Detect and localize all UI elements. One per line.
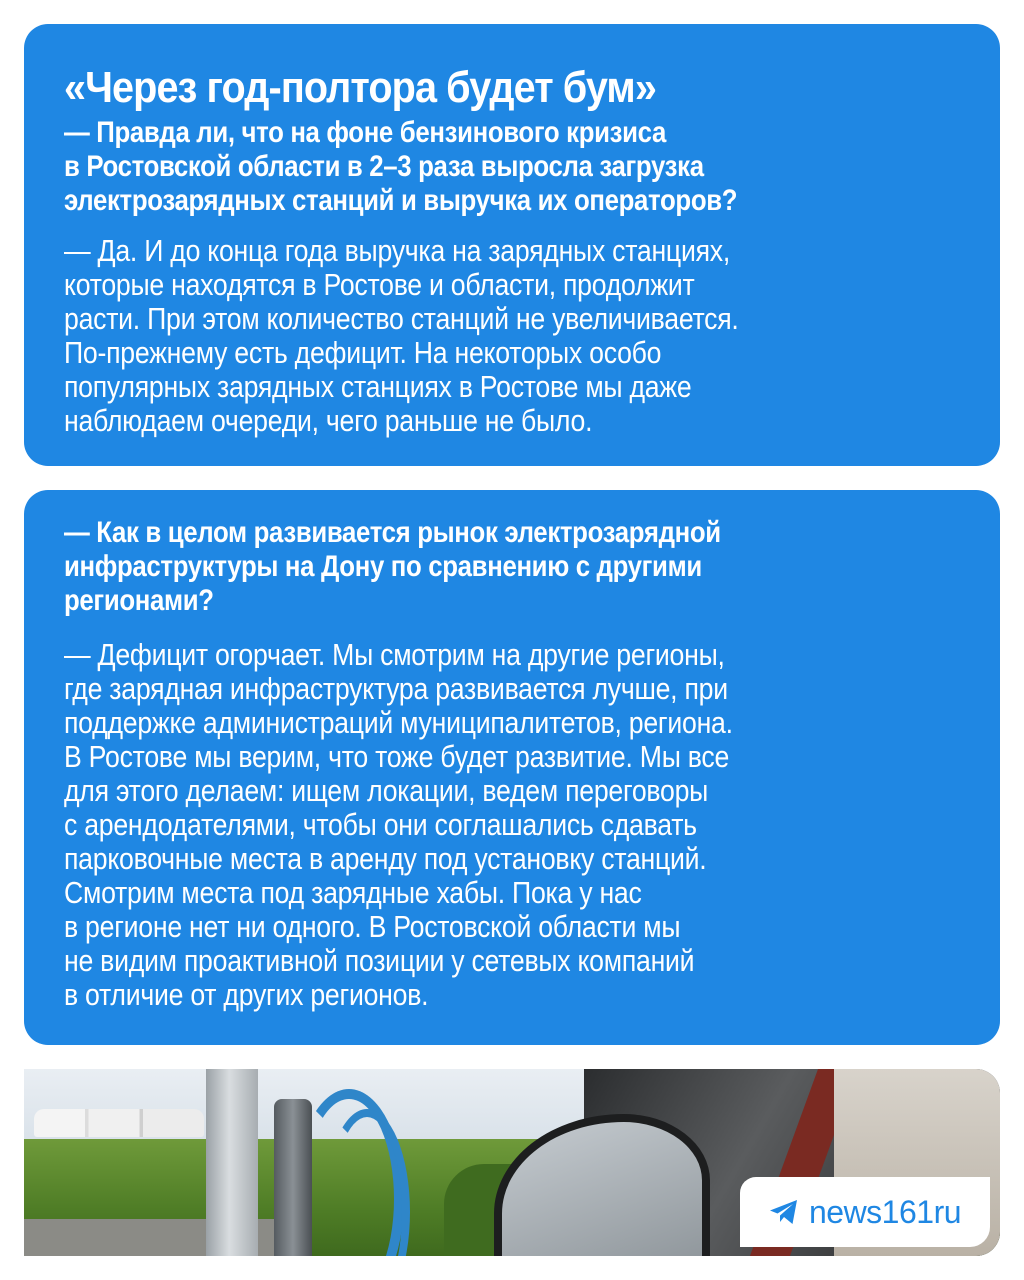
question-2: — Как в целом развивается рынок электрозарядной инфраструктуры на Дону по сравнению с другими регионами? xyxy=(64,516,721,617)
photo-parked-cars xyxy=(34,1109,204,1137)
interview-card-1 xyxy=(24,24,1000,466)
page-title: «Через год-полтора будет бум» xyxy=(64,63,656,112)
answer-2: — Дефицит огорчает. Мы смотрим на другие регионы, где зарядная инфраструктура развивается лучше, при поддержке администраций муниципалитетов, региона. В Ростове мы верим, что тоже будет развитие. Мы все для этого делаем: ищем локации, ведем переговоры с арендодателями, чтобы они соглашались сдавать парковочные места в аренду под установку станций. Смотрим места под зарядные хабы. Пока у нас в регионе нет ни одного. В Ростовской области мы не видим проактивной позиции у сетевых компаний в отличие от других регионов. xyxy=(64,637,733,1012)
channel-name: news161ru xyxy=(808,1193,962,1230)
photo-pole xyxy=(206,1069,258,1256)
interview-card-2 xyxy=(24,490,1000,1045)
answer-1: — Да. И до конца года выручка на зарядных станциях, которые находятся в Ростове и области, продолжит расти. При этом количество станций не увеличивается. По-прежнему есть дефицит. На некоторых особо популярных зарядных станциях в Ростове мы даже наблюдаем очереди, чего раньше не было. xyxy=(64,233,739,438)
telegram-icon xyxy=(769,1199,799,1225)
question-1: — Правда ли, что на фоне бензинового кризиса в Ростовской области в 2–3 раза выросла загрузка электрозарядных станций и выручка их операторов? xyxy=(64,116,738,217)
channel-badge[interactable] xyxy=(740,1177,990,1247)
